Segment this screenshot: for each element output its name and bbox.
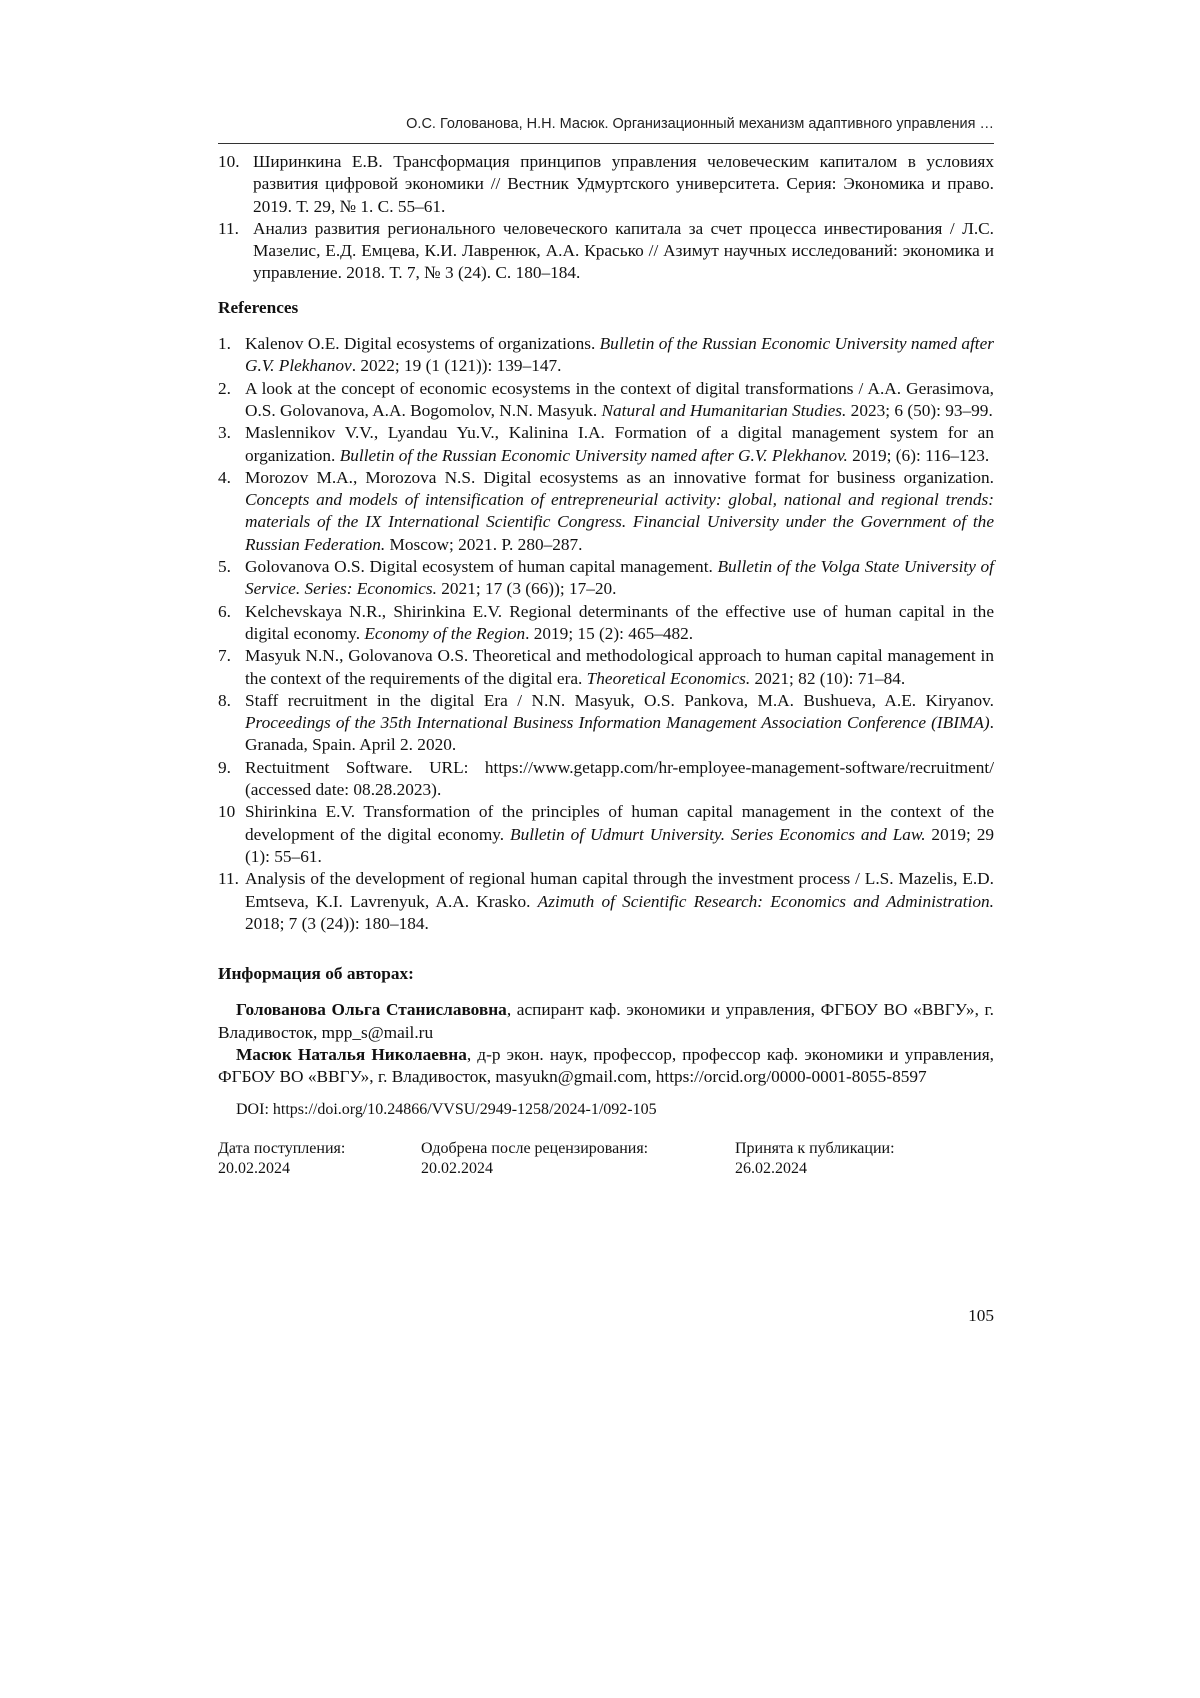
approved-col — [421, 1139, 735, 1179]
reference-text: Maslennikov V.V., Lyandau Yu.V., Kalinina I.A. Formation of a digital management system for an organization. — [245, 423, 994, 464]
reference-number: 11. — [218, 868, 239, 890]
author-entry — [218, 1044, 994, 1089]
reference-source: Bulletin of Udmurt University. Series Economics and Law. — [510, 825, 925, 844]
reference-source: Natural and Humanitarian Studies. — [602, 401, 847, 420]
reference-item — [218, 601, 994, 646]
references-title: References — [218, 297, 994, 319]
approved-date: 20.02.2024 — [421, 1159, 735, 1179]
reference-item — [218, 645, 994, 690]
reference-text: Morozov M.A., Morozova N.S. Digital ecosystems as an innovative format for business organization. — [245, 468, 994, 487]
accepted-col — [735, 1139, 985, 1179]
reference-number: 10. — [218, 151, 240, 173]
received-label: Дата поступления: — [218, 1139, 421, 1159]
reference-number: 1. — [218, 333, 231, 355]
reference-number: 5. — [218, 556, 231, 578]
reference-text: Анализ развития регионального человеческого капитала за счет процесса инвестирования / Л.С. Мазелис, Е.Д. Емцева, К.И. Лавренюк, А.А. Красько // Азимут научных исследований: экономика и управление. 2018. Т. 7, № 3 (24). С. 180–184. — [253, 219, 994, 283]
reference-source: Bulletin of the Russian Economic University named after G.V. Plekhanov. — [340, 446, 848, 465]
reference-item — [218, 757, 994, 802]
content — [218, 151, 994, 1179]
reference-source: Concepts and models of intensification of entrepreneurial activity: global, national and regional trends: materials of the IX International Scientific Congress. Financial University under the Government of the Russian Federation. — [245, 490, 994, 554]
reference-item — [218, 422, 994, 467]
reference-text: Ширинкина Е.В. Трансформация принципов управления человеческим капиталом в условиях развития цифровой экономики // Вестник Удмуртского университета. Серия: Экономика и право. 2019. Т. 29, № 1. С. 55–61. — [253, 152, 994, 216]
running-title: О.С. Голованова, Н.Н. Масюк. Организационный механизм адаптивного управления … — [218, 116, 994, 132]
reference-item — [218, 378, 994, 423]
reference-number: 3. — [218, 422, 231, 444]
reference-item — [218, 556, 994, 601]
received-date: 20.02.2024 — [218, 1159, 421, 1179]
reference-source: Theoretical Economics. — [587, 669, 751, 688]
reference-details: 2023; 6 (50): 93–99. — [846, 401, 992, 420]
reference-number: 2. — [218, 378, 231, 400]
reference-number: 11. — [218, 218, 239, 240]
reference-number: 10 — [218, 801, 235, 823]
author-name: Масюк Наталья Николаевна — [236, 1045, 467, 1064]
reference-text: Staff recruitment in the digital Era / N.N. Masyuk, O.S. Pankova, M.A. Bushueva, A.E. Kiryanov. — [245, 691, 994, 710]
reference-text: Analysis of the development of regional human capital through the investment process / L.S. Mazelis, E.D. Emtseva, K.I. Lavrenyuk, A.A. Krasko. — [245, 869, 994, 910]
reference-item — [218, 801, 994, 868]
accepted-date: 26.02.2024 — [735, 1159, 985, 1179]
reference-details: . 2019; 15 (2): 465–482. — [525, 624, 693, 643]
reference-text: A look at the concept of economic ecosystems in the context of digital transformations / A.A. Gerasimova, O.S. Golovanova, A.A. Bogomolov, N.N. Masyuk. — [245, 379, 994, 420]
reference-details: . Granada, Spain. April 2. 2020. — [245, 713, 994, 754]
approved-label: Одобрена после рецензирования: — [421, 1139, 735, 1159]
reference-details: 2021; 17 (3 (66)); 17–20. — [437, 579, 617, 598]
reference-source: Azimuth of Scientific Research: Economics and Administration. — [538, 892, 994, 911]
reference-item — [218, 690, 994, 757]
author-details: , д-р экон. наук, профессор, профессор каф. экономики и управления, ФГБОУ ВО «ВВГУ», г. Владивосток, masyukn@gmail.com, https://orcid.org/0000-0001-8055-8597 — [218, 1045, 994, 1086]
reference-number: 9. — [218, 757, 231, 779]
author-name: Голованова Ольга Станиславовна — [236, 1000, 507, 1019]
reference-details: 2021; 82 (10): 71–84. — [750, 669, 905, 688]
reference-text: Masyuk N.N., Golovanova O.S. Theoretical and methodological approach to human capital management in the context of the requirements of the digital era. — [245, 646, 994, 687]
reference-text: Golovanova O.S. Digital ecosystem of human capital management. — [245, 557, 717, 576]
reference-number: 6. — [218, 601, 231, 623]
authors-title: Информация об авторах: — [218, 963, 994, 985]
reference-item — [218, 868, 994, 935]
header-rule — [218, 143, 994, 144]
reference-text: Kalenov O.E. Digital ecosystems of organizations. — [245, 334, 600, 353]
reference-number: 7. — [218, 645, 231, 667]
reference-details: 2018; 7 (3 (24)): 180–184. — [245, 914, 429, 933]
page-number: 105 — [968, 1306, 994, 1326]
reference-item — [218, 333, 994, 378]
author-details: , аспирант каф. экономики и управления, ФГБОУ ВО «ВВГУ», г. Владивосток, mpp_s@mail.ru — [218, 1000, 994, 1041]
reference-details: . 2022; 19 (1 (121)): 139–147. — [352, 356, 562, 375]
author-entry — [218, 999, 994, 1044]
reference-source: Proceedings of the 35th International Business Information Management Association Conference (IBIMA) — [245, 713, 990, 732]
reference-item — [218, 218, 994, 285]
reference-details: 2019; (6): 116–123. — [848, 446, 989, 465]
reference-item — [218, 151, 994, 218]
authors-list — [218, 999, 994, 1088]
accepted-label: Принята к публикации: — [735, 1139, 985, 1159]
reference-item — [218, 467, 994, 556]
reference-number: 8. — [218, 690, 231, 712]
reference-text: Rectuitment Software. URL: https://www.getapp.com/hr-employee-management-software/recruitment/ (accessed date: 08.28.2023). — [245, 758, 994, 799]
received-col — [218, 1139, 421, 1179]
references-ru-list — [218, 151, 994, 285]
reference-source: Bulletin of the Volga State University of Service. Series: Economics. — [245, 557, 994, 598]
reference-text: Shirinkina E.V. Transformation of the principles of human capital management in the context of the development of the digital economy. — [245, 802, 994, 843]
reference-source: Bulletin of the Russian Economic University named after G.V. Plekhanov — [245, 334, 994, 375]
reference-source: Economy of the Region — [364, 624, 525, 643]
references-en-list — [218, 333, 994, 935]
reference-text: Kelchevskaya N.R., Shirinkina E.V. Regional determinants of the effective use of human capital in the digital economy. — [245, 602, 994, 643]
reference-number: 4. — [218, 467, 231, 489]
reference-details: Moscow; 2021. P. 280–287. — [385, 535, 582, 554]
dates-block — [218, 1139, 994, 1179]
reference-details: 2019; 29 (1): 55–61. — [245, 825, 994, 866]
doi: DOI: https://doi.org/10.24866/VVSU/2949-1258/2024-1/092-105 — [218, 1099, 994, 1121]
